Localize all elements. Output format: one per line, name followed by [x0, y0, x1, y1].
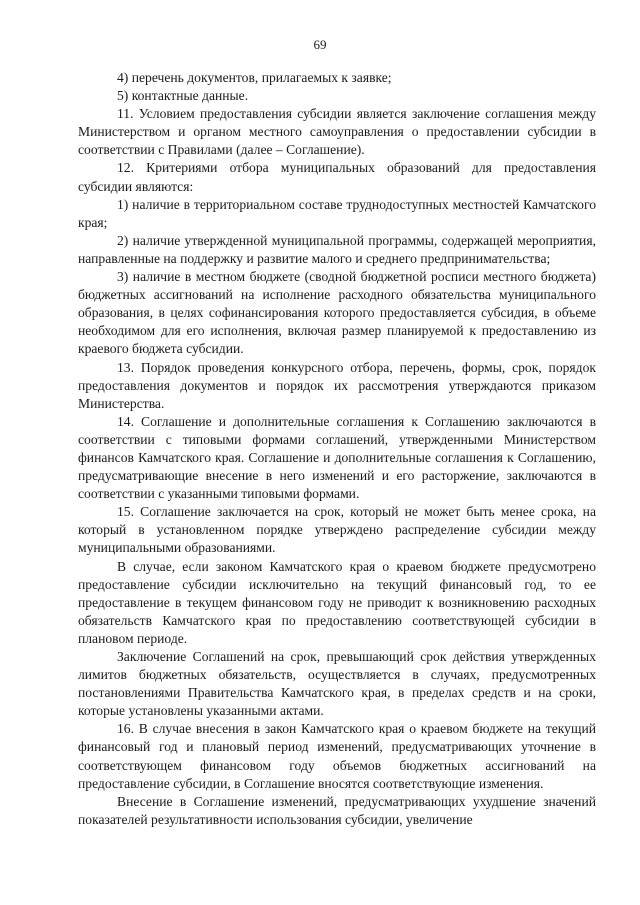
- paragraph: 11. Условием предоставления субсидии является заключение соглашения между Министерством и органом местного самоуправления о предоставлении субсидии в соответствии с Правилами (далее – Соглашение).: [78, 106, 596, 158]
- paragraph: В случае, если законом Камчатского края о краевом бюджете предусмотрено предоставление субсидии исключительно на текущий финансовый год, то ее предоставление в текущем финансовом году не приводит к возникновению расходных обязательств Камчатского края по предоставлению соответствующей субсидии в плановом периоде.: [78, 558, 596, 646]
- paragraph: 1) наличие в территориальном составе труднодоступных местностей Камчатского края;: [78, 196, 596, 230]
- paragraph: 5) контактные данные.: [117, 88, 249, 104]
- paragraph: 14. Соглашение и дополнительные соглашения к Соглашению заключаются в соответствии с типовыми формами соглашений, утвержденными Министерством финансов Камчатского края. Соглашение и дополнительные соглашения к Соглашению, предусматривающие внесение в него изменений и его расторжение, заключаются в соответствии с указанными типовыми формами.: [78, 413, 596, 502]
- paragraph: 13. Порядок проведения конкурсного отбора, перечень, формы, срок, порядок предоставления документов и порядок их рассмотрения утверждаются приказом Министерства.: [78, 359, 596, 411]
- paragraph: Внесение в Соглашение изменений, предусматривающих ухудшение значений показателей результативности использования субсидии, увеличение: [78, 793, 596, 827]
- paragraph: 2) наличие утвержденной муниципальной программы, содержащей мероприятия, направленные на поддержку и развитие малого и среднего предпринимательства;: [78, 232, 596, 266]
- paragraph: Заключение Соглашений на срок, превышающий срок действия утвержденных лимитов бюджетных обязательств, осуществляется в случаях, предусмотренных постановлениями Правительства Камчатского края, в пределах средств и на сроки, которые установлены указанными актами.: [78, 649, 596, 719]
- page-number: 69: [313, 37, 327, 52]
- document-body: [78, 69, 596, 829]
- paragraph: 16. В случае внесения в закон Камчатского края о краевом бюджете на текущий финансовый год и плановый период изменений, предусматривающих уточнение в соответствующем финансовом году объемов бюджетных ассигнований на предоставление субсидии, в Соглашение вносятся соответствующие изменения.: [78, 721, 596, 791]
- paragraph: 15. Соглашение заключается на срок, который не может быть менее срока, на который в установленном порядке утверждено распределение субсидии между муниципальными образованиями.: [78, 504, 596, 556]
- paragraph: 4) перечень документов, прилагаемых к заявке;: [117, 70, 392, 85]
- paragraph: 3) наличие в местном бюджете (сводной бюджетной росписи местного бюджета) бюджетных ассигнований на исполнение расходного обязательства муниципального образования, в целях софинансирования которого предоставляется субсидия, в объеме необходимом для его исполнения, включая размер планируемой к предоставлению из краевого бюджета субсидии.: [78, 269, 596, 357]
- paragraph: 12. Критериями отбора муниципальных образований для предоставления субсидии являются:: [78, 160, 596, 194]
